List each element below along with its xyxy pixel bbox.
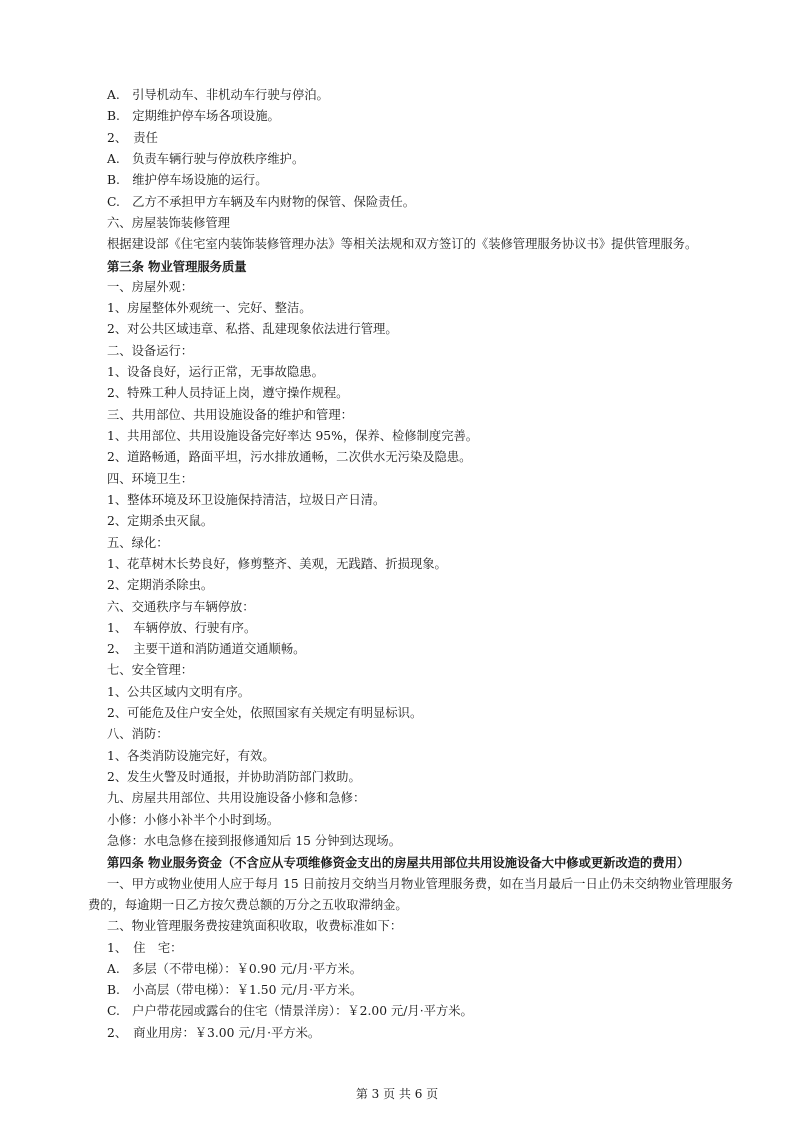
list-item: 1、设备良好，运行正常，无事故隐患。 [107, 365, 324, 380]
list-item: 2、发生火警及时通报，并协助消防部门救助。 [107, 770, 361, 784]
fee-item: B. 小高层（带电梯）：￥1.50 元/月·平方米。 [107, 983, 363, 998]
subsection-title: 七、安全管理： [107, 663, 194, 678]
list-item: 1、整体环境及环卫设施保持清洁，垃圾日产日清。 [107, 492, 386, 507]
subsection-title: 六、房屋装饰装修管理 [107, 215, 230, 230]
list-item: 急修：水电急修在接到报修通知后 15 分钟到达现场。 [107, 833, 401, 848]
document-body [88, 85, 767, 1044]
list-item: 2、可能危及住户安全处，依照国家有关规定有明显标识。 [107, 706, 423, 721]
list-item: 1、 车辆停放、行驶有序。 [107, 620, 257, 635]
paragraph-line: 根据建设部《住宅室内装饰装修管理办法》等相关法规和双方签订的《装修管理服务协议书》提供管理服务。 [107, 237, 698, 252]
list-item: B. 维护停车场设施的运行。 [107, 173, 268, 188]
subsection-title: 五、绿化： [107, 535, 169, 550]
list-item: 2、定期杀虫灭鼠。 [107, 514, 214, 529]
list-item: 2、 主要干道和消防通道交通顺畅。 [107, 642, 306, 657]
list-item: 2、道路畅通，路面平坦，污水排放通畅，二次供水无污染及隐患。 [107, 450, 472, 465]
list-item: B. 定期维护停车场各项设施。 [107, 109, 280, 124]
paragraph-line: 费的，每逾期一日乙方按欠费总额的万分之五收取滞纳金。 [88, 897, 408, 912]
subsection-title: 1、 住 宅： [107, 940, 183, 955]
list-item: 1、公共区域内文明有序。 [107, 684, 251, 699]
subsection-title: 九、房屋共用部位、共用设施设备小修和急修： [107, 791, 366, 806]
fee-item: A. 多层（不带电梯）：￥0.90 元/月·平方米。 [107, 961, 363, 976]
list-item: A. 引导机动车、非机动车行驶与停泊。 [107, 88, 329, 102]
list-item: A. 负责车辆行驶与停放秩序维护。 [107, 151, 305, 166]
subsection-title: 六、交通秩序与车辆停放： [107, 599, 255, 614]
subsection-title: 三、共用部位、共用设施设备的维护和管理： [107, 407, 353, 422]
list-item: 2、定期消杀除虫。 [107, 578, 214, 593]
subsection-title: 一、房屋外观： [107, 279, 194, 294]
list-item: 1、各类消防设施完好，有效。 [107, 748, 275, 763]
subsection-title: 二、设备运行： [107, 343, 194, 358]
list-item: C. 乙方不承担甲方车辆及车内财物的保管、保险责任。 [107, 194, 416, 209]
page-footer: 第 3 页 共 6 页 [355, 1087, 439, 1101]
paragraph-line: 二、物业管理服务费按建筑面积收取，收费标准如下： [107, 919, 403, 934]
subsection-title: 2、 责任 [107, 130, 158, 145]
article-heading: 第四条 物业服务资金（不含应从专项维修资金支出的房屋共用部位共用设施设备大中修或更新改造的费用） [107, 855, 690, 871]
article-heading: 第三条 物业管理服务质量 [107, 258, 247, 274]
list-item: 小修：小修小补半个小时到场。 [107, 812, 280, 827]
list-item: 1、共用部位、共用设施设备完好率达 95%，保养、检修制度完善。 [107, 429, 479, 443]
list-item: 2、对公共区域违章、私搭、乱建现象依法进行管理。 [107, 322, 398, 337]
subsection-title: 八、消防： [107, 727, 169, 742]
subsection-title: 四、环境卫生： [107, 471, 194, 486]
fee-item: C. 户户带花园或露台的住宅（情景洋房）：￥2.00 元/月·平方米。 [107, 1004, 473, 1019]
list-item: 1、花草树木长势良好，修剪整齐、美观，无践踏、折损现象。 [107, 556, 447, 571]
list-item: 1、房屋整体外观统一、完好、整洁。 [107, 301, 312, 316]
list-item: 2、特殊工种人员持证上岗，遵守操作规程。 [107, 386, 349, 401]
fee-item: 2、 商业用房：￥3.00 元/月·平方米。 [107, 1025, 321, 1040]
paragraph-line: 一、甲方或物业使用人应于每月 15 日前按月交纳当月物业管理服务费，如在当月最后一日止仍未交纳物业管理服务 [107, 876, 734, 891]
